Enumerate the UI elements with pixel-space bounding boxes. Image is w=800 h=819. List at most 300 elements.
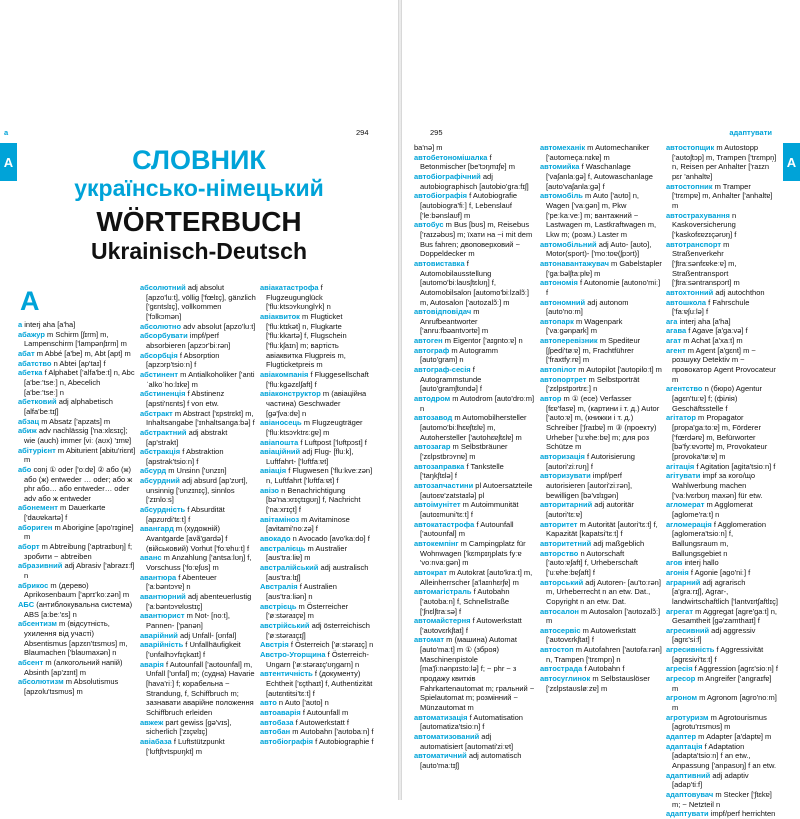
entry-translation: m (відсутність, ухилення від участі) Absentismus [apzɛn'tɪsmʊs] m, Blaumachen ['blaʊmaxən] n	[24, 619, 128, 658]
entry-headword: автоген	[414, 336, 443, 346]
dictionary-entry	[414, 462, 536, 481]
entry-headword: абсорбувати	[140, 331, 188, 341]
entry-headword: абсорбція	[140, 350, 178, 360]
dictionary-entry	[18, 619, 136, 658]
entry-headword: авторський	[540, 577, 584, 587]
entry-translation: adj abenteuerlustig ['aːbəntɔʏɐlʊstɪç]	[146, 592, 252, 611]
entry-translation: f Abstinenz [apsti'nɛnts] f von etw.	[146, 389, 225, 408]
dictionary-entry	[260, 389, 376, 418]
entry-headword: агентство	[666, 384, 703, 394]
entry-translation: m Wagenpark ['vaːgənpark] m	[546, 316, 623, 336]
dictionary-entry	[140, 447, 257, 466]
entry-headword: авізо	[260, 485, 279, 495]
entry-translation: m Autogramm [auto'gram] n	[420, 345, 499, 365]
dictionary-entry	[666, 607, 778, 626]
entry-translation: m Anzahlung ['antsaːlʊŋ] f, Vorschuss ['foːɐʃʊs] m	[146, 553, 252, 573]
entry-headword: авокадо	[260, 534, 291, 544]
dictionary-entry	[140, 476, 257, 505]
entry-headword: Австралія	[260, 582, 298, 592]
entry-headword: абсурд	[140, 466, 167, 476]
entry-translation: m Eigentor ['aɪgntoːɐ] n	[442, 336, 523, 346]
entry-headword: аварійність	[140, 640, 184, 650]
entry-headword: автомат	[414, 635, 445, 645]
thumb-tab-left: А	[0, 143, 17, 181]
entry-translation: f Aggression [agrɛ'sioːn] f	[692, 664, 778, 674]
left-column-1	[18, 320, 136, 800]
entry-translation: f Automobilausstellung [automo'biːlaʊsʃtɛlʊŋ] f, Automobilsalon [automo'biːlzalɔ̃ː] m, Autosalon ['aʊtozalɔ̃ː] m	[420, 258, 529, 307]
entry-headword: автоматичний	[414, 751, 467, 761]
entry-headword: автокемпінг	[414, 538, 459, 548]
entry-headword: автомагістраль	[414, 587, 472, 597]
entry-translation: m Autoimmunität [autoɪmuni'tɛːt] f	[420, 500, 519, 519]
entry-translation: n Avocado [avo'kaːdo] f	[290, 534, 370, 544]
dictionary-entry	[18, 542, 136, 561]
entry-headword: автозаправка	[414, 461, 465, 471]
entry-headword: автоімунітет	[414, 500, 461, 510]
entry-headword: абсурдність	[140, 505, 186, 515]
entry-translation: f Betonmischer [be'tɔŋmɪʃɐ] m	[420, 152, 515, 172]
right-column-1	[414, 143, 536, 800]
entry-translation: f Flugzeugunglück ['fluːktsɔʏkʊnglʏk] n	[266, 283, 331, 312]
entry-translation: adj Abrasiv ['abrazɪːf] n	[24, 561, 135, 581]
entry-translation: m Autofahren ['aʊtofaːrən] n, Trampen ['trɛmpn̩] n	[546, 645, 662, 664]
entry-headword: авітаміноз	[260, 514, 300, 524]
entry-translation: m Not- [noːt], Pannen- ['panən]	[146, 611, 230, 630]
entry-translation: f Autobiografie [autobiogra'fiː] f, Lebenslauf ['leːbənslaʊf] m	[420, 191, 518, 220]
entry-headword: абетковий	[18, 397, 57, 407]
dictionary-entry	[414, 307, 536, 336]
entry-headword: автосалон	[540, 606, 579, 616]
entry-translation: m Angreifer ['angraɪfɐ] m	[672, 674, 772, 693]
entry-headword: агломерація	[666, 519, 712, 529]
dictionary-entry	[18, 349, 136, 359]
entry-translation: f Alphabet ['alfa'beːt] n, Abc [a'beː'tseː] n, Abecelich [a'beː'tseː] n	[24, 368, 135, 397]
page-number-right: 295	[430, 128, 443, 137]
title-block	[0, 146, 398, 265]
dictionary-entry	[140, 718, 257, 737]
entry-translation: m Unsinn ['ʊnzɪn]	[166, 466, 227, 476]
dictionary-entry	[414, 220, 536, 259]
dictionary-entry	[540, 549, 662, 578]
dictionary-entry	[18, 359, 136, 369]
entry-headword: агава	[666, 326, 687, 336]
entry-headword: агент	[666, 345, 686, 355]
entry-translation: m Selbstporträt ['zɛlpstpɔrtrɛː] n	[546, 374, 640, 394]
dictionary-entry	[140, 611, 257, 630]
entry-headword: автомийка	[540, 162, 580, 172]
dictionary-entry	[414, 568, 536, 587]
section-letter: A	[20, 286, 40, 316]
entry-headword: автозагар	[414, 442, 451, 452]
running-letter: а	[4, 128, 9, 137]
entry-headword: автостоп	[540, 645, 574, 655]
entry-translation: f Abstraktion [apstrak'tsioːn] f	[146, 447, 224, 466]
dictionary-entry	[666, 462, 778, 472]
dictionary-entry	[140, 370, 257, 389]
entry-translation: n (бюро) Agentur [agɛn'tuːɐ] f; (філія) Geschäftsstelle f	[672, 384, 763, 413]
entry-headword: автовиставка	[414, 258, 465, 268]
dictionary-entry	[414, 336, 536, 346]
dictionary-entry	[414, 172, 536, 191]
entry-translation: n Benachrichtigung [bə'naːxrɪçtɪgʊŋ] f, Nachricht ['naːxrɪçt] f	[266, 485, 361, 515]
dictionary-entry	[540, 162, 662, 191]
entry-headword: автопортрет	[540, 374, 587, 384]
entry-translation: m Tramper ['trɛmpɐ] m, Anhalter ['anhaltɐ] m	[672, 181, 773, 210]
dictionary-entry	[260, 698, 376, 708]
entry-headword: автобіографічний	[414, 171, 481, 181]
entry-headword: автомобіль	[540, 191, 583, 201]
entry-headword: абразивний	[18, 561, 63, 571]
entry-translation: m Autobahn ['aʊtobaːn] f	[290, 727, 374, 737]
entry-headword: агов	[666, 558, 683, 568]
dictionary-entry	[540, 471, 662, 500]
entry-translation: m Flugticket ['fluːktɪkət] n, Flugkarte ['fluːkkartə] f, Flugschein ['fluːkʃaɪn] m; вартість авіаквитка Flugpreis m, Flugticketpreis m	[266, 311, 347, 370]
dictionary-entry	[666, 413, 778, 461]
entry-translation: m Autokrat [auto'kraːt] m, Alleinherrscher [a'laɪnhɛrʃɐ] m	[420, 567, 533, 587]
dictionary-entry	[540, 520, 662, 539]
entry-translation: adj australisch [aʊs'traːlɪʃ]	[266, 563, 369, 582]
dictionary-entry	[414, 751, 536, 770]
entry-headword: авіапошта	[260, 437, 299, 447]
dictionary-entry	[18, 561, 136, 580]
entry-translation: m Agronom [agro'noːm] m	[672, 693, 777, 713]
entry-translation: adj autonom [auto'noːm]	[546, 297, 629, 317]
entry-headword: аварійний	[140, 630, 178, 640]
entry-translation: m Absatz ['apzats] m	[39, 416, 111, 426]
entry-translation: m Aborigine [apo'rɪgine] m	[24, 522, 134, 542]
entry-headword: абстинент	[140, 369, 179, 379]
entry-translation: m Campingplatz für Wohnwagen ['kɛmpɪŋplats fyːɐ 'voːnvaːgən] m	[420, 538, 526, 568]
entry-headword: адаптер	[666, 732, 697, 742]
dictionary-entry	[414, 732, 536, 751]
dictionary-entry	[140, 331, 257, 350]
entry-headword: автотранспорт	[666, 239, 722, 249]
entry-translation: m Automechaniker ['aʊtomeçaːnɪkɐ] m	[546, 143, 650, 162]
entry-headword: агротуризм	[666, 712, 709, 722]
title-ua-line2: українсько-німецький	[74, 175, 324, 201]
dictionary-entry	[260, 534, 376, 544]
entry-translation: (антиблокувальна система) ABS [aːbeː'ɛs] n	[24, 600, 133, 619]
entry-headword: абсолютно	[140, 321, 182, 331]
entry-headword: абиж	[18, 426, 37, 436]
entry-headword: автобіографія	[414, 191, 468, 201]
entry-translation: m (дерево) Aprikosenbaum ['aprɪ'koːzən] m	[24, 580, 130, 600]
entry-translation: m ① (есе) Verfasser [fɛɐ'fasɐ] m, (картини і т. д.) Autor ['aʊtoːɐ] m, (книжки і т. д.) Schreiber ['ʃraɪbɐ] m ③ (проекту) Urheber ['uːɐheːbɐ] m; для роз Schütze m	[546, 394, 660, 452]
entry-headword: агітатор	[666, 413, 696, 423]
dictionary-entry	[18, 503, 136, 522]
entry-translation: m Schirm [ʃɪrm] m, Lampenschirm ['lampənʃɪrm] m	[24, 329, 127, 349]
running-word: адаптувати	[729, 128, 772, 137]
entry-translation: adj Auto- [aʊto], Motor(sport)- ['moːtoɐ(ʃpɔrt)]	[546, 239, 652, 259]
dictionary-entry	[260, 650, 376, 669]
dictionary-entry	[260, 621, 376, 640]
entry-translation: f Autonomie [autono'miː] f	[546, 278, 661, 297]
entry-translation: f Österreich-Ungarn ['øːstəraɪç'ʊŋgarn] n	[266, 649, 369, 669]
entry-translation: adj alphabetisch [alfa'beːtɪʃ]	[24, 397, 113, 416]
entry-translation: interj hallo	[682, 558, 719, 568]
entry-headword: автокатастрофа	[414, 519, 475, 529]
dictionary-entry	[18, 523, 136, 542]
dictionary-entry	[540, 394, 662, 452]
dictionary-entry	[18, 417, 136, 427]
entry-translation: adj agrarisch [a'graːrɪʃ], Agrar-, landwirtschaftlich ['lantvɪrtʃaftlɪç]	[672, 577, 778, 606]
entry-headword: агонія	[666, 567, 689, 577]
entry-translation: m Abtreibung ['aptraɪbʊŋ] f; зробити ~ abtreiben	[24, 542, 133, 561]
entry-headword: агітація	[666, 461, 695, 471]
entry-translation: m (авіаційна частина) Geschwader [gə'ʃvaːdɐ] n	[266, 389, 367, 418]
entry-translation: m Avitaminose [avitami'noːzə] f	[266, 514, 350, 534]
entry-translation: impf/perf autorisieren [autori'ziːrən], bewilligen [bə'vɪlɪgən]	[546, 471, 633, 500]
dictionary-entry	[666, 713, 778, 732]
entry-headword: абстракція	[140, 447, 181, 457]
entry-headword: абажур	[18, 329, 45, 339]
entry-headword: агресія	[666, 664, 693, 674]
dictionary-entry	[140, 409, 257, 428]
dictionary-entry	[414, 442, 536, 461]
entry-headword: автоматизований	[414, 732, 480, 742]
entry-translation: f Autobahn f	[582, 664, 625, 674]
entry-headword: абсент	[18, 657, 44, 667]
dictionary-entry	[18, 465, 136, 504]
entry-translation: f Autounfall ['aʊtoʊnfal] m, Unfall ['ʊnfal] m; (судна) Havarie [hava'riː] f; корабельна ~ Strandung, f, Schiffbruch m; зазнавати аварійне положення Schiffbruch erleiden	[146, 659, 255, 717]
entry-translation: m Dauerkarte ['daʊɐkartə] f	[24, 503, 106, 523]
entry-translation: interj аha [a'ha]	[22, 320, 76, 329]
entry-headword: авіаносець	[260, 418, 302, 428]
entry-translation: m Agrotourismus [agrotu'rɪsmʊs] m	[672, 712, 767, 732]
entry-translation: m Spediteur [ʃpedi'tøːɐ] m, Frachtführer ['fraxtfyːrɐ] m	[546, 336, 641, 365]
dictionary-entry	[260, 438, 376, 448]
dictionary-entry	[18, 600, 136, 619]
entry-translation: m Straßenverkehr ['ʃtraːsənfɛɐkeːɐ] m, Straßentransport ['ʃtraːsəntranspɔrt] m	[672, 239, 740, 288]
dictionary-entry	[414, 259, 536, 307]
right-page	[402, 0, 800, 819]
entry-headword: австралієць	[260, 543, 306, 553]
entry-headword: авіакатастрофа	[260, 283, 319, 292]
entry-translation: adj absolut [apzo'luːt], völlig ['fœlɪç], gänzlich ['gɛntslɪç], vollkommen ['fɔlkɔmən]	[146, 283, 256, 321]
entry-translation: conj ① oder ['oːdɐ] ② або (ж) або (ж) entweder … oder; або ж phr або… або entweder… oder adv або ж entweder	[24, 464, 133, 503]
dictionary-entry	[18, 677, 136, 696]
entry-headword: автократ	[414, 567, 448, 577]
dictionary-entry	[540, 191, 662, 239]
entry-headword: ага	[666, 316, 678, 326]
entry-headword: абсентизм	[18, 619, 57, 629]
entry-headword: автопілот	[540, 365, 577, 375]
entry-translation: adj automatisiert [automati'ziːɐt]	[420, 732, 514, 751]
dictionary-entry	[140, 466, 257, 476]
entry-headword: австралійський	[260, 563, 319, 573]
entry-headword: адаптивний	[666, 770, 711, 780]
entry-translation: m Anrufbeantworter ['anruːfbəantvɔrtɐ] m	[420, 307, 489, 336]
dictionary-entry	[540, 143, 662, 162]
dictionary-entry	[18, 368, 136, 397]
entry-headword: автопарк	[540, 316, 574, 326]
dictionary-entry	[540, 452, 662, 471]
dictionary-entry	[140, 524, 257, 553]
dictionary-entry	[260, 737, 376, 747]
entry-translation: m Autowerkstatt ['aʊtovɛrkʃtat] f	[546, 625, 636, 645]
dictionary-entry	[414, 346, 536, 365]
entry-headword: авторитет	[540, 519, 578, 529]
dictionary-entry	[666, 298, 778, 317]
entry-translation: impf/perf herrichten	[708, 809, 776, 819]
entry-headword: абсолютизм	[18, 677, 64, 687]
entry-headword: абат	[18, 348, 35, 358]
entry-headword: агресивний	[666, 625, 710, 635]
entry-translation: m (машина) Automat [auto'maːt] m ① (зброя) Maschinenpistole [ma'ʃiːnənpɪstoːlə] f; ~ phr ~ з продажу квитків Fahrkartenautomat m; гральний ~ Spielautomat m; розмінний ~ Münzautomat m	[420, 635, 535, 713]
entry-translation: adj absurd [ap'zʊrt], unsinnig ['ʊnzɪnɪç], sinnlos ['zɪnloːs]	[146, 476, 248, 505]
dictionary-entry	[666, 674, 778, 693]
dictionary-entry	[260, 563, 376, 582]
dictionary-entry	[414, 153, 536, 172]
entry-headword: автонавантажувач	[540, 258, 609, 268]
entry-headword: автодром	[414, 394, 451, 404]
dictionary-entry	[18, 446, 136, 465]
entry-translation: m Bus [bʊs] m, Reisebus ['raɪzəbʊs] m; їхати на ~і mit dem Bus fahren; двоповерховий ~ Doppeldecker m	[420, 220, 533, 259]
dictionary-entry	[666, 500, 778, 519]
dictionary-entry	[414, 539, 536, 568]
entry-translation: part gewiss [gə'vɪs], sicherlich ['zɪçɐlɪç]	[146, 717, 232, 737]
entry-translation: m Abiturient [abitu'riɛnt] m	[24, 445, 136, 465]
entry-translation: n Autorschaft ['aʊtoːɐʃaft] f, Urheberschaft ['uːɐheːbɐʃaft] f	[546, 548, 638, 577]
dictionary-entry	[414, 413, 536, 442]
dictionary-entry	[540, 626, 662, 645]
dictionary-entry	[260, 486, 376, 515]
entry-translation: m Propagator [propa'gaːtoːɐ] m, Förderer ['fœrdərɐ] m, Befürworter [bə'fyːɐvɔrtɐ] m, Provokateur [provoka'tøːɐ] m	[672, 413, 768, 461]
entry-headword: автомобільний	[540, 239, 597, 249]
entry-headword: автохтонний	[666, 287, 714, 297]
entry-headword: автомайстерня	[414, 616, 471, 626]
title-de-line1: WÖRTERBUCH	[96, 206, 302, 237]
entry-translation: adj autobiographisch [autobio'graːfɪʃ]	[420, 171, 529, 191]
entry-headword: абсолютний	[140, 283, 186, 292]
entry-translation: f Adaptation [adapta'tsioːn] f an etw., Anpassung ['anpasʊŋ] f an etw.	[672, 741, 777, 770]
dictionary-entry	[414, 500, 536, 519]
dictionary-entry	[666, 182, 778, 211]
dictionary-entry	[140, 660, 257, 718]
entry-headword: автострахування	[666, 210, 730, 220]
entry-headword: агломерат	[666, 500, 705, 510]
dictionary-entry	[540, 664, 662, 674]
entry-headword: автономія	[540, 278, 578, 288]
entry-translation: adj autochthon	[713, 287, 765, 297]
dictionary-entry	[140, 283, 257, 322]
entry-translation: adv absolut [apzo'luːt]	[181, 321, 256, 331]
entry-headword: автобус	[414, 220, 444, 230]
entry-translation: adj autoritär [autori'tɛːɐ]	[546, 500, 634, 519]
dictionary-entry	[666, 664, 778, 674]
entry-translation: adj österreichisch ['øːstəraɪçɪʃ]	[266, 620, 370, 640]
entry-translation: f Agglomeration [aglomera'tsioːn] f, Ballungsraum m, Ballungsgebiet n	[672, 519, 767, 558]
entry-translation: m Aggregat [agre'gaːt] n, Gesamtheit [gə'zamthaɪt] f	[672, 606, 777, 626]
entry-translation: m Australier [aʊs'traːliɐ] m	[266, 543, 348, 563]
dictionary-entry	[260, 370, 376, 389]
dictionary-entry	[666, 771, 778, 790]
entry-headword: АБС	[18, 600, 35, 610]
entry-translation: adj adaptiv [adap'tiːf]	[672, 770, 749, 790]
entry-headword: агрегат	[666, 606, 694, 616]
entry-translation: n Auto ['aʊto] n	[276, 698, 329, 708]
entry-headword: автентичність	[260, 669, 313, 679]
entry-translation: adj Flug- [fluːk], Luftfahrt- ['lʊftfaːɐt]	[266, 447, 354, 466]
entry-headword: або	[18, 464, 32, 474]
entry-headword: авторизувати	[540, 471, 591, 481]
dictionary-entry	[540, 259, 662, 278]
dictionary-entry	[666, 558, 778, 568]
entry-translation: adj aggressiv [agrɛ'siːf]	[672, 625, 756, 645]
dictionary-entry	[666, 471, 778, 500]
entry-translation: f Fluggesellschaft ['fluːkgəzɛlʃaft] f	[266, 369, 369, 389]
dictionary-entry	[540, 674, 662, 693]
entry-translation: adj maßgeblich	[591, 538, 645, 548]
entry-headword: автобаза	[260, 717, 294, 727]
entry-translation: m Agglomerat [aglome'raːt] n	[672, 500, 753, 519]
entry-headword: авантюрист	[140, 611, 185, 621]
entry-headword: аванс	[140, 553, 162, 563]
entry-translation: f Australien [aʊs'traːliən] n	[266, 582, 337, 601]
entry-translation: m (художній) Avantgarde [avã'gardə] f (військовий) Vorhut ['foːɐhuːt] f	[146, 524, 250, 553]
entry-translation: adv nachlässig ['naːxlɛsɪç]; wie (auch) immer [viː (aʊx) 'ɪmɐ]	[24, 426, 132, 445]
dictionary-entry	[260, 727, 376, 737]
entry-translation: m Autostopp ['aʊtoʃtɔp] m, Trampen ['trɛmpn̩] n, Reisen per Anhalter ['raɪzn pɛr 'anhaltɐ]	[672, 143, 777, 181]
dictionary-entry	[540, 539, 662, 549]
dictionary-entry	[414, 587, 536, 616]
entry-headword: авантюрний	[140, 592, 186, 601]
entry-translation: interj аha [a'ha]	[677, 316, 731, 326]
entry-translation: f Luftstützpunkt ['lʊftʃtʏtspʊŋkt] m	[146, 736, 225, 756]
entry-headword: абстиненція	[140, 389, 186, 399]
entry-translation: m Abstract ['ɛpstrɛkt] m, Inhaltsangabe ['ɪnhaltsangaːbə] f	[146, 408, 255, 428]
entry-headword: авторизація	[540, 452, 585, 461]
entry-headword: автостопщик	[666, 143, 715, 152]
entry-headword: авторство	[540, 548, 579, 558]
entry-translation: f Fahrschule ['faːɐʃuːlə] f	[672, 297, 750, 317]
entry-translation: m (алкогольний напій) Absinth [ap'zɪnt] m	[24, 657, 123, 677]
entry-translation: m Autorität [autori'tɛːt] f, Kapazität [kapatsi'tɛːt] f	[546, 519, 658, 539]
entry-translation: f Autowerkstatt f	[293, 717, 349, 727]
dictionary-entry	[18, 330, 136, 349]
entry-translation: f Autobiographie f	[313, 736, 374, 746]
entry-headword: абатство	[18, 358, 52, 368]
entry-translation: m Autopilot ['aʊtopiloːt] m	[576, 365, 662, 375]
dictionary-entry	[140, 322, 257, 332]
entry-headword: абонемент	[18, 503, 58, 513]
entry-translation: impf/perf absorbieren [apzɔr'biːrən]	[146, 331, 231, 350]
dictionary-entry	[260, 718, 376, 728]
entry-headword: авіація	[260, 466, 287, 476]
entry-translation: m Selbstauslöser ['zɛlpstaʊsløːzɐ] m	[546, 674, 650, 693]
entry-translation: m Automobilhersteller [automo'biːlhɛɐʃtɛlɐ] m, Autohersteller ['aʊtohɛɐʃtɛlɐ] m	[420, 413, 527, 442]
entry-translation: pl Autoersatzteile [autoɛɐ'zatstaɪlə] pl	[420, 480, 533, 500]
entry-headword: авіакомпанія	[260, 369, 309, 379]
dictionary-entry	[260, 708, 376, 718]
entry-translation: n Kaskoversicherung ['kaskofɛɐzɪçərʊŋ] f	[672, 210, 737, 239]
entry-translation: f Autounfall ['aʊtoʊnfal] m	[420, 519, 514, 539]
entry-translation: m Autosalon ['aʊtozalɔ̃ː] m	[546, 606, 661, 626]
entry-headword: автосервіс	[540, 625, 581, 635]
entry-translation: f Österreich ['øːstəraɪç] n	[288, 640, 374, 650]
entry-headword: аборт	[18, 542, 40, 552]
entry-translation: m Auto ['aʊto] n, Wagen ['vaːgən] m, Pkw ['peːkaːveː] m; вантажний ~ Lastwagen m, Lastkraftwagen m, Lkw m; (розм.) Laster m	[546, 191, 657, 239]
entry-headword: абрикос	[18, 580, 49, 590]
entry-headword: абсурдний	[140, 476, 180, 486]
entry-translation: f Agave [a'gaːvə] f	[686, 326, 748, 336]
dictionary-entry	[18, 581, 136, 600]
dictionary-entry	[414, 520, 536, 539]
entry-headword: абориген	[18, 522, 53, 532]
entry-headword: агресор	[666, 674, 696, 684]
dictionary-entry	[260, 582, 376, 601]
entry-translation: n Abtei [ap'taɪ] f	[51, 358, 106, 368]
